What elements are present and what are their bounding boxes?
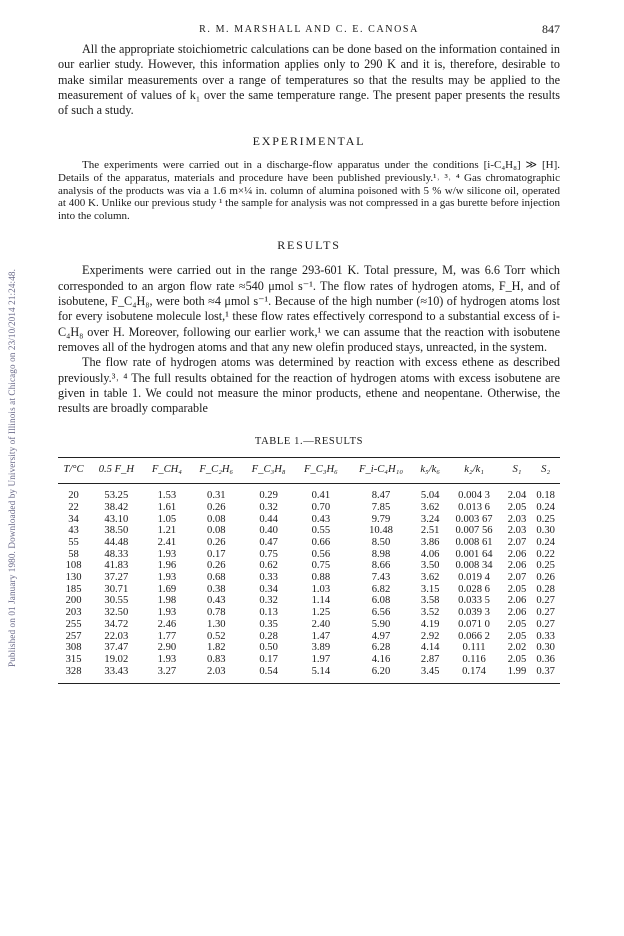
table-cell: 130 <box>65 572 82 584</box>
table-cell: 53.25 <box>104 490 129 502</box>
table-cell: 2.05 <box>507 630 527 642</box>
table-cell: 22.03 <box>104 630 129 642</box>
table-row <box>58 537 560 549</box>
table-cell: 2.04 <box>507 490 527 502</box>
table-cell: 5.90 <box>371 618 391 630</box>
table-cell: 19.02 <box>104 653 129 665</box>
table-cell: 0.78 <box>207 607 226 619</box>
table-cell: 0.26 <box>207 560 226 572</box>
table-cell: 0.43 <box>207 595 226 607</box>
results-paragraph-1: Experiments were carried out in the range 293-601 K. Total pressure, M, was 6.6 Torr which corresponded to an argon flow rate ≈540 μmol s⁻¹. The flow rates of hydrogen atoms, F_H, and of isobutene, F_C₄H₈, were both ≈4 μmol s⁻¹. Because of the high number (≈10) of hydrogen atoms lost for every isobutene molecule lost,¹ these flow rates effectively correspond to a substantial excess of i-C₄H₈ over H. Moreover, following our earlier work,¹ we can assume that the reaction with isobutene removes all of the hydrogen atoms and that any new olefin produced stays, unreacted, in the system. <box>58 263 560 354</box>
table-cell: 0.27 <box>536 607 555 619</box>
table-cell: 2.46 <box>157 618 177 630</box>
table-cell: 2.90 <box>157 642 177 654</box>
table-cell: 8.50 <box>371 536 391 548</box>
table-cell: 0.31 <box>207 490 226 502</box>
table-cell: 0.18 <box>536 490 555 502</box>
table-cell: 0.40 <box>259 525 278 537</box>
table-row <box>58 584 560 596</box>
table-cell: 0.33 <box>259 572 278 584</box>
table-cell: 4.97 <box>371 630 391 642</box>
table-cell: 0.039 3 <box>458 607 490 619</box>
table-cell: 1.69 <box>157 583 177 595</box>
table-cell: 0.44 <box>259 513 278 525</box>
table-cell: 5.04 <box>420 490 440 502</box>
table-cell: 58 <box>68 548 79 560</box>
table-cell: 1.97 <box>311 653 331 665</box>
table-cell: 0.08 <box>207 513 226 525</box>
table-cell: 0.28 <box>259 630 278 642</box>
table-cell: 34 <box>68 513 79 525</box>
table-cell: 2.92 <box>420 630 440 642</box>
table-cell: 0.25 <box>536 560 555 572</box>
table-cell: 2.03 <box>507 525 527 537</box>
table-cell: 1.14 <box>311 595 331 607</box>
column-header: S₂ <box>531 458 560 484</box>
table-cell: 10.48 <box>369 525 393 537</box>
table-cell: 6.08 <box>371 595 391 607</box>
table-cell: 0.55 <box>311 525 331 537</box>
table-cell: 0.22 <box>536 548 555 560</box>
table-cell: 3.27 <box>144 666 191 684</box>
table-cell: 4.19 <box>420 618 440 630</box>
table-cell: 0.007 56 <box>455 525 493 537</box>
table-cell: 203 <box>65 607 82 619</box>
table-cell: 0.17 <box>259 653 278 665</box>
table-cell: 1.98 <box>157 595 177 607</box>
table-cell: 0.071 0 <box>458 618 490 630</box>
table-cell: 0.033 5 <box>458 595 490 607</box>
experimental-paragraph: The experiments were carried out in a discharge-flow apparatus under the conditions [i-C₄H₈] ≫ [H]. Details of the apparatus, materials and procedure have been published previously.¹˒ ³˒ ⁴ Gas chromatographic analysis of the products was via a 1.6 m×¼ in. column of alumina poisoned with 5 % w/w silicone oil, operated at 400 K. Unlike our previous study ¹ the sample for analysis was not compressed in a gas burette before injection into the column. <box>58 159 560 222</box>
table-cell: 6.56 <box>371 607 391 619</box>
table-cell: 44.48 <box>104 536 129 548</box>
table-cell: 1.93 <box>157 548 177 560</box>
table-cell: 315 <box>65 653 82 665</box>
table-cell: 2.05 <box>507 501 527 513</box>
table-cell: 37.47 <box>104 642 129 654</box>
intro-paragraph: All the appropriate stoichiometric calculations can be done based on the information contained in our earlier study. However, this information applies only to 290 K and it is, therefore, desirable to make similar measurements over a range of temperatures so that the results may be applied to the measurement of values of k₁ over the same temperature range. The present paper presents the results of such a study. <box>58 42 560 118</box>
table-cell: 0.47 <box>259 536 278 548</box>
table-cell: 0.29 <box>259 490 278 502</box>
table-cell: 2.05 <box>507 653 527 665</box>
results-paragraph-2: The flow rate of hydrogen atoms was determined by reaction with excess ethene as described previously.³˒ ⁴ The full results obtained for the reaction of hydrogen atoms with excess isobutene are given in table 1. We could not measure the minor products, ethene and neopentane. Otherwise, the results are broadly comparable <box>58 355 560 416</box>
table-cell: 30.55 <box>104 595 129 607</box>
table-cell: 41.83 <box>104 560 129 572</box>
table-cell: 0.001 64 <box>455 548 493 560</box>
table-cell: 0.50 <box>259 642 278 654</box>
table-cell: 0.26 <box>207 501 226 513</box>
table-cell: 0.27 <box>536 595 555 607</box>
table-cell: 30.71 <box>104 583 129 595</box>
table-cell: 3.62 <box>420 572 440 584</box>
results-table-header-row <box>58 458 560 484</box>
download-watermark-text: Published on 01 January 1980. Downloaded by University of Illinois at Chicago on 23/10/2014 21:24:48. <box>7 269 18 667</box>
table-cell: 1.82 <box>207 642 226 654</box>
table-cell: 0.26 <box>536 572 555 584</box>
table-cell: 0.08 <box>207 525 226 537</box>
table-cell: 108 <box>65 560 82 572</box>
table-cell: 55 <box>68 536 79 548</box>
experimental-heading: EXPERIMENTAL <box>252 134 366 149</box>
table-cell: 0.17 <box>207 548 226 560</box>
table-cell: 2.40 <box>311 618 331 630</box>
column-header: k₂/k₁ <box>445 458 502 484</box>
table-cell: 3.45 <box>415 666 445 684</box>
table-cell: 2.07 <box>507 536 527 548</box>
table-cell: 0.37 <box>531 666 560 684</box>
table-cell: 0.36 <box>536 653 555 665</box>
table-cell: 0.38 <box>207 583 226 595</box>
table-row <box>58 484 560 502</box>
table-cell: 3.58 <box>420 595 440 607</box>
table-cell: 3.89 <box>311 642 331 654</box>
table-cell: 1.96 <box>157 560 177 572</box>
table-cell: 0.66 <box>311 536 331 548</box>
table-row <box>58 631 560 643</box>
table-cell: 38.42 <box>104 501 129 513</box>
table-cell: 1.05 <box>157 513 177 525</box>
table-cell: 6.28 <box>371 642 391 654</box>
table-cell: 2.06 <box>507 595 527 607</box>
table-cell: 0.75 <box>311 560 331 572</box>
table-cell: 308 <box>65 642 82 654</box>
table-cell: 0.008 34 <box>455 560 493 572</box>
table-cell: 0.028 6 <box>458 583 490 595</box>
table-cell: 0.33 <box>536 630 555 642</box>
table-cell: 0.68 <box>207 572 226 584</box>
table-cell: 2.07 <box>507 572 527 584</box>
table-cell: 0.25 <box>536 513 555 525</box>
table-cell: 328 <box>58 666 89 684</box>
table-cell: 33.43 <box>89 666 144 684</box>
table-cell: 255 <box>65 618 82 630</box>
table-cell: 8.66 <box>371 560 391 572</box>
table-row <box>58 514 560 526</box>
results-table <box>58 457 560 684</box>
page <box>58 20 560 684</box>
table-cell: 1.99 <box>503 666 532 684</box>
table-cell: 2.05 <box>507 583 527 595</box>
table-cell: 4.14 <box>420 642 440 654</box>
table-cell: 3.52 <box>420 607 440 619</box>
table-cell: 257 <box>65 630 82 642</box>
table-cell: 2.03 <box>190 666 242 684</box>
page-number: 847 <box>542 22 560 36</box>
column-header: T/°C <box>58 458 89 484</box>
table-cell: 1.25 <box>311 607 331 619</box>
table-cell: 0.83 <box>207 653 226 665</box>
table-row <box>58 549 560 561</box>
table-cell: 0.27 <box>536 618 555 630</box>
column-header: k₅/k₆ <box>415 458 445 484</box>
table-cell: 32.50 <box>104 607 129 619</box>
table-cell: 0.13 <box>259 607 278 619</box>
table-cell: 0.013 6 <box>458 501 490 513</box>
results-table-header <box>58 458 560 484</box>
running-head-authors: R. M. MARSHALL AND C. E. CANOSA <box>199 24 419 35</box>
table-cell: 0.54 <box>242 666 294 684</box>
table-cell: 43.10 <box>104 513 129 525</box>
table-row <box>58 607 560 619</box>
table-cell: 4.16 <box>371 653 391 665</box>
table-cell: 1.93 <box>157 572 177 584</box>
table-cell: 0.24 <box>536 536 555 548</box>
table-cell: 0.066 2 <box>458 630 490 642</box>
table-row <box>58 525 560 537</box>
download-watermark <box>4 0 20 936</box>
table-cell: 2.51 <box>420 525 440 537</box>
table-cell: 1.03 <box>311 583 331 595</box>
table-cell: 200 <box>65 595 82 607</box>
table-cell: 3.62 <box>420 501 440 513</box>
results-table-body <box>58 484 560 684</box>
table-row <box>58 595 560 607</box>
results-heading: RESULTS <box>277 238 341 253</box>
table-cell: 5.14 <box>295 666 347 684</box>
table-cell: 3.24 <box>420 513 440 525</box>
table-cell: 20 <box>68 490 79 502</box>
table-row <box>58 502 560 514</box>
table-cell: 8.98 <box>371 548 391 560</box>
table-cell: 0.41 <box>311 490 331 502</box>
table-cell: 1.93 <box>157 653 177 665</box>
table-cell: 0.32 <box>259 501 278 513</box>
table-cell: 1.53 <box>157 490 177 502</box>
table-cell: 6.20 <box>347 666 415 684</box>
table-cell: 34.72 <box>104 618 129 630</box>
column-header: S₁ <box>503 458 532 484</box>
table-cell: 43 <box>68 525 79 537</box>
table-cell: 185 <box>65 583 82 595</box>
table-cell: 2.02 <box>507 642 527 654</box>
table-cell: 0.008 61 <box>455 536 493 548</box>
table-cell: 38.50 <box>104 525 129 537</box>
table-cell: 2.87 <box>420 653 440 665</box>
table-cell: 0.004 3 <box>458 490 490 502</box>
table-cell: 6.82 <box>371 583 391 595</box>
table-cell: 1.47 <box>311 630 331 642</box>
table-cell: 3.50 <box>420 560 440 572</box>
table-cell: 0.174 <box>445 666 502 684</box>
table-cell: 0.75 <box>259 548 278 560</box>
table-cell: 3.86 <box>420 536 440 548</box>
table-cell: 0.43 <box>311 513 331 525</box>
table-row <box>58 666 560 684</box>
table-cell: 0.30 <box>536 525 555 537</box>
table-cell: 0.70 <box>311 501 331 513</box>
table-cell: 0.35 <box>259 618 278 630</box>
table-cell: 7.43 <box>371 572 391 584</box>
table-cell: 2.41 <box>157 536 177 548</box>
table-cell: 0.56 <box>311 548 331 560</box>
table-cell: 0.116 <box>462 653 486 665</box>
table-row <box>58 619 560 631</box>
column-header: F_C₃H₆ <box>295 458 347 484</box>
table-cell: 4.06 <box>420 548 440 560</box>
table-cell: 0.28 <box>536 583 555 595</box>
table-cell: 0.111 <box>462 642 486 654</box>
table-cell: 8.47 <box>371 490 391 502</box>
table-cell: 2.06 <box>507 548 527 560</box>
table-cell: 2.05 <box>507 618 527 630</box>
table-cell: 0.003 67 <box>455 513 493 525</box>
table-cell: 7.85 <box>371 501 391 513</box>
table-cell: 0.34 <box>259 583 278 595</box>
table-cell: 2.03 <box>507 513 527 525</box>
table-cell: 1.30 <box>207 618 226 630</box>
table-cell: 2.06 <box>507 560 527 572</box>
table-cell: 0.52 <box>207 630 226 642</box>
column-header: F_i-C₄H₁₀ <box>347 458 415 484</box>
table-cell: 0.32 <box>259 595 278 607</box>
table-cell: 0.62 <box>259 560 278 572</box>
table-cell: 0.26 <box>207 536 226 548</box>
table-cell: 0.24 <box>536 501 555 513</box>
column-header: F_C₂H₆ <box>190 458 242 484</box>
table-row <box>58 572 560 584</box>
table-caption: TABLE 1.—RESULTS <box>254 436 364 448</box>
table-cell: 0.019 4 <box>458 572 490 584</box>
table-cell: 9.79 <box>371 513 391 525</box>
table-cell: 1.21 <box>157 525 177 537</box>
table-cell: 0.88 <box>311 572 331 584</box>
column-header: 0.5 F_H <box>89 458 144 484</box>
table-cell: 48.33 <box>104 548 129 560</box>
table-cell: 1.61 <box>157 501 177 513</box>
table-row <box>58 654 560 666</box>
table-cell: 0.30 <box>536 642 555 654</box>
running-head <box>58 20 560 42</box>
table-cell: 37.27 <box>104 572 129 584</box>
table-cell: 2.06 <box>507 607 527 619</box>
column-header: F_C₃H₈ <box>242 458 294 484</box>
table-cell: 1.93 <box>157 607 177 619</box>
table-row <box>58 642 560 654</box>
column-header: F_CH₄ <box>144 458 191 484</box>
table-cell: 22 <box>68 501 79 513</box>
table-cell: 1.77 <box>157 630 177 642</box>
table-cell: 3.15 <box>420 583 440 595</box>
table-row <box>58 560 560 572</box>
